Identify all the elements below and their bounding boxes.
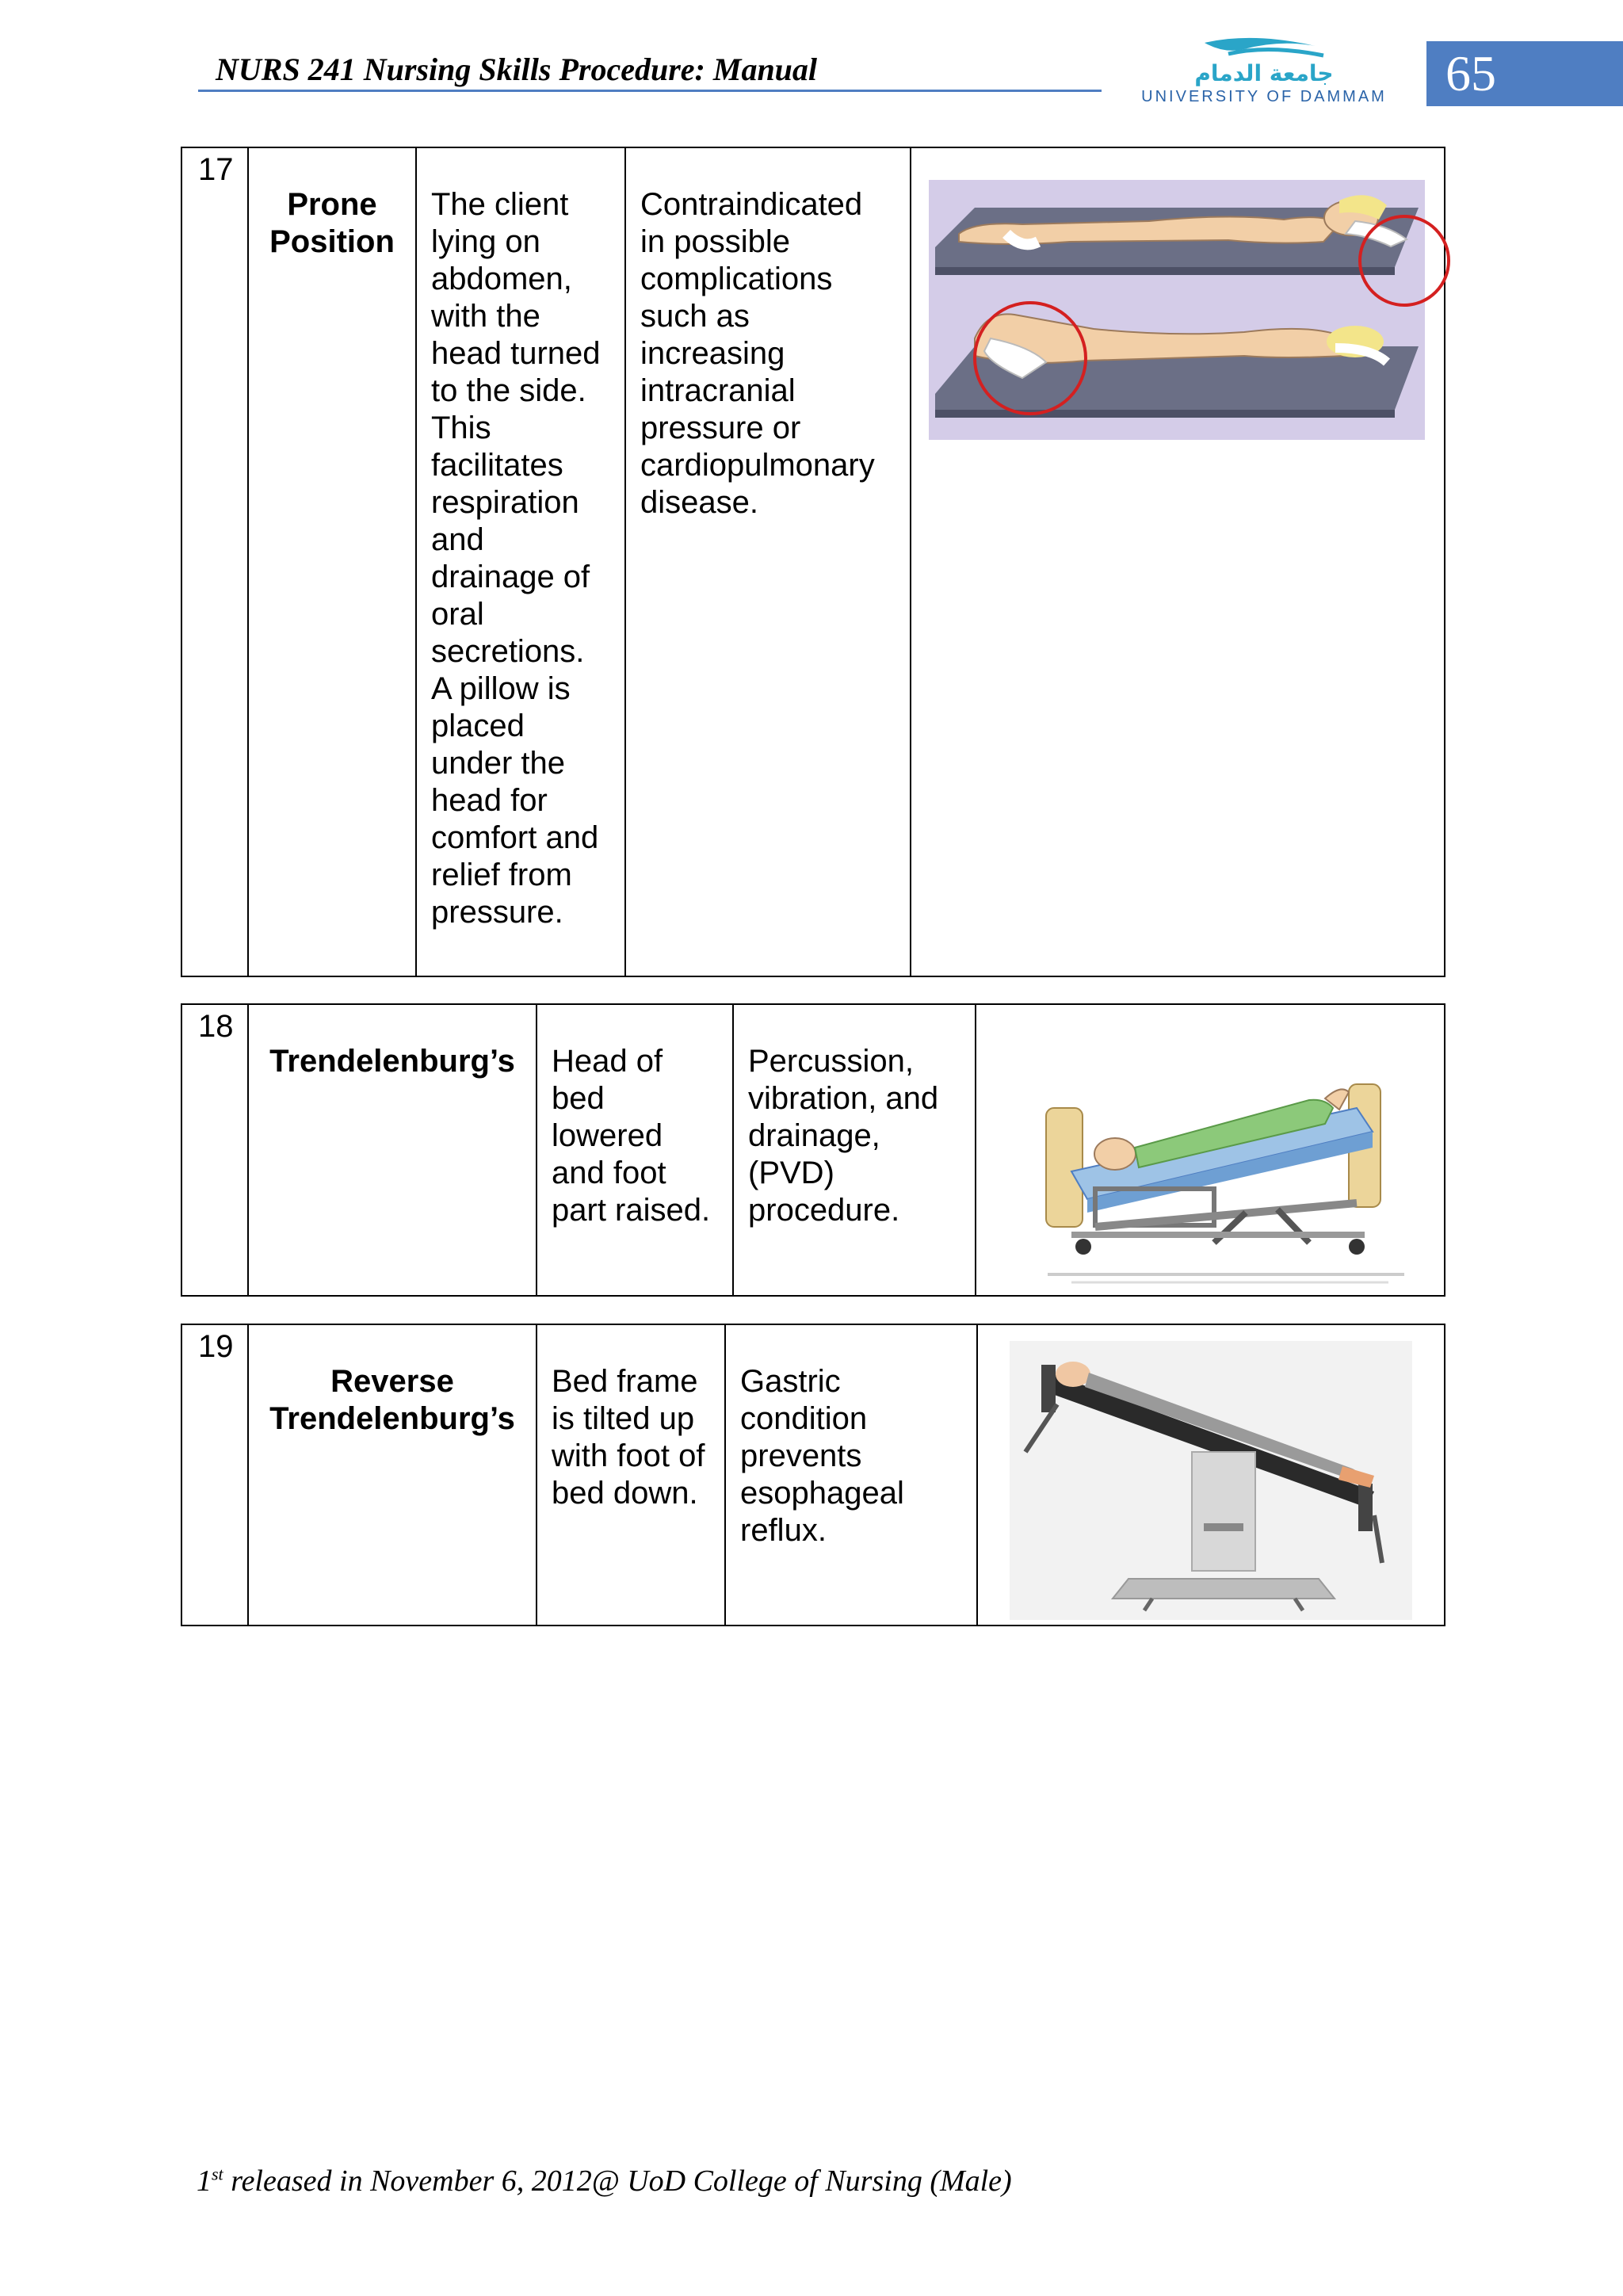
position-description: Bed frame is tilted up with foot of bed down. [537, 1324, 725, 1626]
position-name: Reverse Trendelenburg’s [248, 1324, 537, 1626]
position-description: The client lying on abdomen, with the head turned to the side. This facilitates respiration and drainage of oral secretions. A pillow is placed under the head for comfort and relief from pressure. [416, 147, 625, 976]
trendelenburg-bed-illustration [976, 1005, 1445, 1295]
row-number: 17 [181, 147, 248, 976]
university-logo [1133, 32, 1395, 107]
footer-release-note: 1st released in November 6, 2012@ UoD College of Nursing (Male) [197, 2164, 1012, 2198]
procedure-table-19 [181, 1324, 1445, 1626]
position-name: Trendelenburg’s [248, 1004, 537, 1296]
reverse-trendelenburg-illustration-cell [977, 1324, 1445, 1626]
logo-arabic-text: جامعة الدمام [1194, 60, 1334, 86]
row-number: 18 [181, 1004, 248, 1296]
document-title: NURS 241 Nursing Skills Procedure: Manual [216, 52, 818, 87]
procedure-table-18 [181, 1003, 1445, 1297]
procedure-table-17 [181, 147, 1445, 977]
prone-position-illustration [911, 148, 1445, 465]
position-note: Contraindicated in possible complications such as increasing intracranial pressure or cardiopulmonary disease. [625, 147, 911, 976]
position-name: Prone Position [248, 147, 416, 976]
page-number: 65 [1426, 41, 1623, 106]
header-rule [198, 90, 1102, 92]
prone-illustration-cell [911, 147, 1445, 976]
trendelenburg-illustration-cell [976, 1004, 1445, 1296]
logo-english-text: UNIVERSITY OF DAMMAM [1141, 88, 1387, 105]
reverse-trendelenburg-table-photo [978, 1325, 1445, 1625]
position-note: Percussion, vibration, and drainage, (PVD) procedure. [733, 1004, 976, 1296]
row-number: 19 [181, 1324, 248, 1626]
position-description: Head of bed lowered and foot part raised. [537, 1004, 733, 1296]
position-note: Gastric condition prevents esophageal reflux. [725, 1324, 977, 1626]
